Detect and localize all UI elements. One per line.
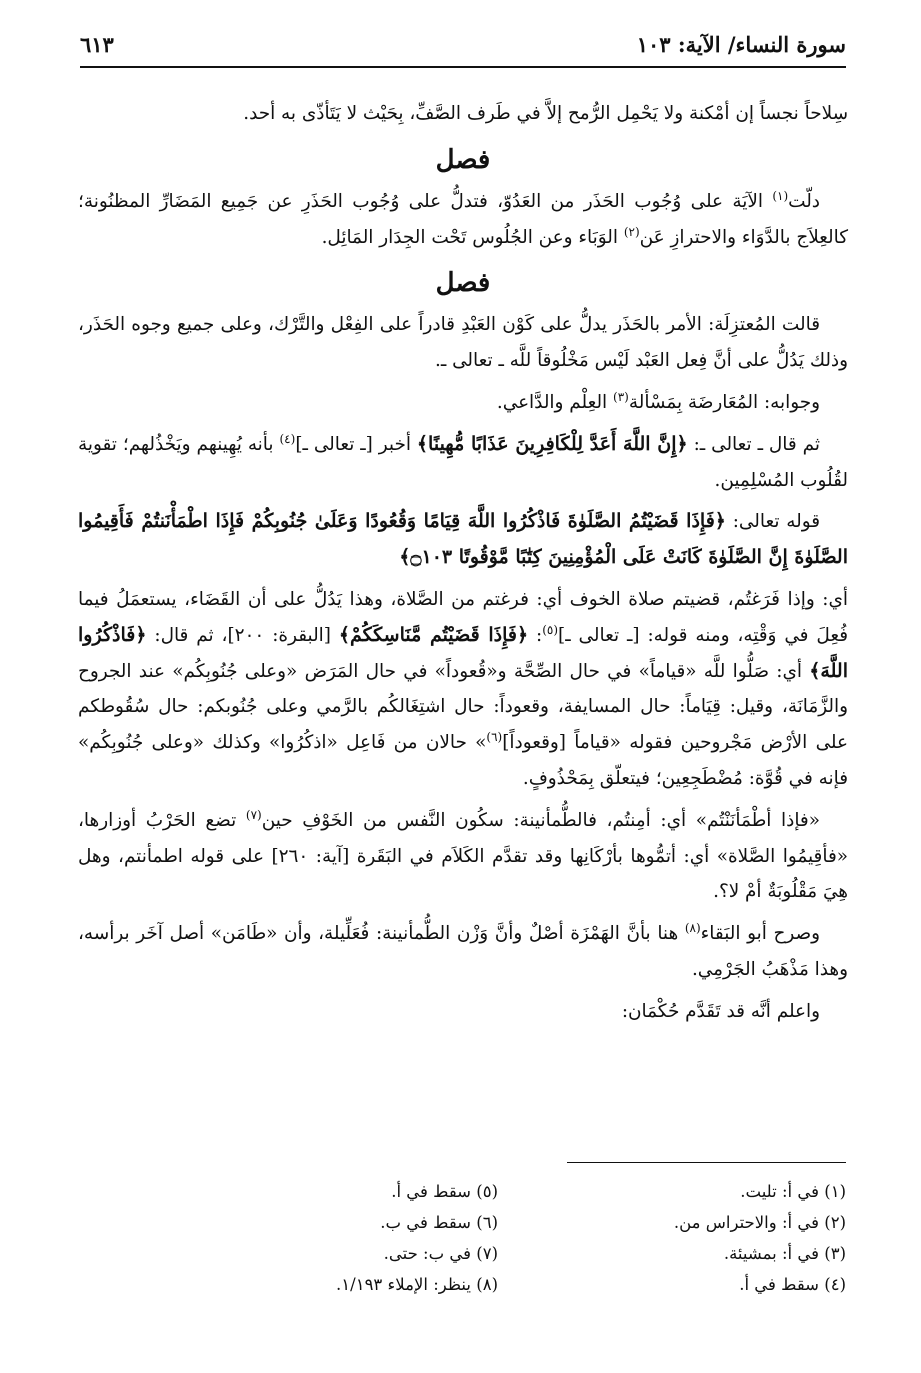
- footnote: (١) في أ: تليت.: [740, 1182, 846, 1201]
- quran-verse: ﴿فَإِذَا قَضَيْتُم مَّنَاسِكَكُمْ﴾: [338, 623, 529, 646]
- footnote-ref[interactable]: (٦): [486, 730, 503, 745]
- footnote-ref[interactable]: (٢): [623, 224, 640, 239]
- footnotes: [150, 1176, 846, 1300]
- paragraph: سِلاحاً نجساً إن أمْكنة ولا يَحْمِل الرُّمح إلاَّ في طَرف الصَّفِّ، بِحَيْث لا يَتَأذّى به أحد.: [243, 103, 848, 124]
- paragraph: دلّت$^{(١)}$ الآيَة على وُجُوب الحَذَر من العَدُوّ، فتدلُّ على وُجُوب الحَذَرِ عن جَمِيع المَضَارِّ المظنُونة؛ كالعِلاَج بالدَّوَاء والاحترازِ عَن$^{(٢)}$ الوَبَاء وعن الجُلُوس تَحْت الجِدَار المَائِل.: [78, 188, 848, 248]
- paragraph: أي: وإذا فَرَغتُم، قضيتم صلاة الخوف أي: فرغتم من الصَّلاة، وهذا يَدُلُّ على أن القَضَاء، يستعمَلُ فيما فُعِلَ في وَقْتِه، ومنه قوله: [ـ تعالى ـ]$^{(٥)}$: ﴿فَإِذَا قَضَيْتُم مَّنَاسِكَكُمْ﴾ [البقرة: ٢٠٠]، ثم قال: ﴿فَاذْكُرُوا اللَّهَ﴾ أي: صَلُّوا للَّه «قياماً» في حال الصِّحَّة و«قُعوداً» في حال المَرَض «وعلى جُنُوبِكُم» عند الجروح والزَّمَانَة، وقيل: قِيَاماً: حال المسايفة، وقعوداً: حال اشتِغَالكُم بالرَّمي وعلى جُنُوبكم: حال سُقُوطكم على الأرْض مَجْروحين فقوله «قياماً [وقعوداً]$^{(٦)}$» حالان من فَاعِل «اذكُرُوا» وكذلك «وعلى جُنُوبِكُم» فإنه في قُوَّة: مُضْطَجِعِين؛ فيتعلّق بِمَحْذُوفٍ.: [78, 588, 848, 789]
- section-heading: فصل: [435, 144, 491, 175]
- footnote: (٨) ينظر: الإملاء ١/١٩٣.: [336, 1275, 498, 1294]
- footnote-ref[interactable]: (٤): [279, 431, 296, 446]
- main-text: [78, 96, 848, 1036]
- footnote-ref[interactable]: (٨): [684, 921, 701, 936]
- surah-title: سورة النساء/ الآية: ١٠٣: [636, 32, 846, 57]
- quran-verse: ﴿إِنَّ اللَّهَ أَعَدَّ لِلْكَافِرِينَ عَذَابًا مُّهِينًا﴾: [416, 432, 688, 455]
- paragraph: وصرح أبو البَقاء$^{(٨)}$ هنا بأنَّ الهَمْزَة أصْلٌ وأنَّ وَزْن الطُّمأنينة: فُعَلِّيلة، وأن «طَامَن» أصل آخَر برأسه، وهذا مَذْهَبُ الجَرْمِي.: [78, 921, 848, 980]
- footnote: (٣) في أ: بمشيئة.: [723, 1244, 846, 1263]
- footnote: (٤) سقط في أ.: [739, 1275, 846, 1294]
- footnote-ref[interactable]: (١): [772, 188, 789, 203]
- footnote-ref[interactable]: (٧): [245, 807, 262, 822]
- paragraph: واعلم أنَّه قد تَقَدَّم حُكْمَان:: [621, 1000, 820, 1022]
- footnote: (٧) في ب: حتى.: [383, 1244, 498, 1263]
- page-number: ٦١٣: [80, 32, 114, 57]
- section-heading: فصل: [435, 268, 491, 299]
- quran-verse: ﴿فَإِذَا قَضَيْتُمُ الصَّلَوٰةَ فَاذْكُرُوا اللَّهَ قِيَامًا وَقُعُودًا وَعَلَىٰ جُنُوبِكُمْ فَإِذَا اطْمَأْنَنتُمْ فَأَقِيمُوا الصَّلَوٰةَ إِنَّ الصَّلَوٰةَ كَانَتْ عَلَى الْمُؤْمِنِينَ كِتَٰبًا مَّوْقُوتًا ۝١٠٣﴾: [78, 510, 848, 569]
- footnote-ref[interactable]: (٣): [613, 389, 629, 404]
- paragraph: ثم قال ـ تعالى ـ: ﴿إِنَّ اللَّهَ أَعَدَّ لِلْكَافِرِينَ عَذَابًا مُّهِينًا﴾ أخبر [ـ تعالى ـ]$^{(٤)}$ بأنه يُهِينهم ويَخْذُلهم؛ تقوية لقُلُوب المُسْلِمِين.: [78, 431, 848, 491]
- footnote: (٥) سقط في أ.: [391, 1182, 498, 1201]
- paragraph: «فإذا أطْمَأنَنْتُم» أي: أمِنتُم، فالطُّمأنينة: سكُون النَّفس من الخَوْفِ حين$^{(٧)}$ تضع الحَرْبُ أوزارها، «فأقِيمُوا الصَّلاة» أي: أتمُّوها بأرْكَانِها وقد تقدَّم الكَلاَم في البَقَرة [آية: ٢٦٠] على قوله اطمأنتم، وهل هِيَ مَقْلُوبَةٌ أمْ لا؟.: [78, 807, 848, 903]
- paragraph: وجوابه: المُعَارضَة بِمَسْألة$^{(٣)}$ العِلْم والدَّاعي.: [496, 389, 820, 413]
- paragraph: قالت المُعتزِلَة: الأمر بالحَذَر يدلُّ على كَوْن العَبْدِ قادراً على الفِعْل والتَّرْك، وعلى جميع وجوه الحَذَر، وذلك يَدُلُّ على أنَّ فِعل العَبْد لَيْس مَخْلُوقاً للَّه ـ تعالى ـ.: [78, 314, 848, 372]
- paragraph: قوله تعالى: ﴿فَإِذَا قَضَيْتُمُ الصَّلَوٰةَ فَاذْكُرُوا اللَّهَ قِيَامًا وَقُعُودًا وَعَلَىٰ جُنُوبِكُمْ فَإِذَا اطْمَأْنَنتُمْ فَأَقِيمُوا الصَّلَوٰةَ إِنَّ الصَّلَوٰةَ كَانَتْ عَلَى الْمُؤْمِنِينَ كِتَٰبًا مَّوْقُوتًا ۝١٠٣﴾: [78, 510, 848, 569]
- footnote: (٦) سقط في ب.: [380, 1213, 498, 1232]
- footnote-divider: [567, 1162, 846, 1163]
- footnote: (٢) في أ: والاحتراس من.: [673, 1213, 846, 1232]
- running-header: [80, 32, 846, 68]
- footnote-ref[interactable]: (٥): [542, 622, 559, 637]
- quran-verse: ﴿فَاذْكُرُوا اللَّهَ﴾: [78, 623, 848, 682]
